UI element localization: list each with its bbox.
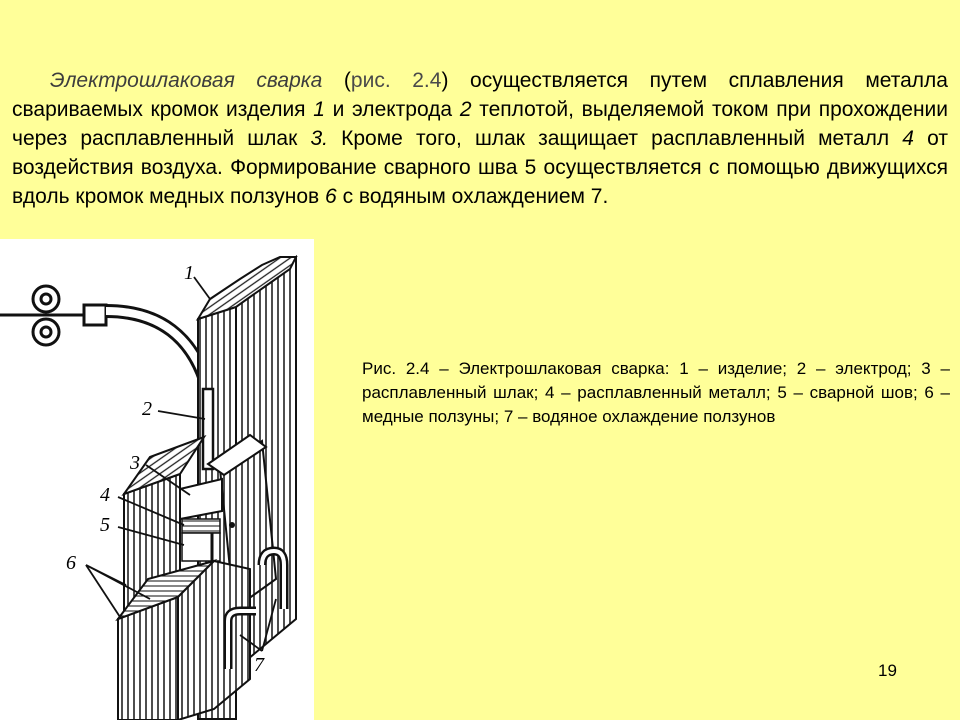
ref-number-2: 2 — [459, 98, 472, 121]
figure-label-3: 3 — [130, 452, 140, 474]
figure-panel — [0, 239, 314, 720]
text-open-paren: ( — [322, 69, 351, 92]
text-part-5: от воздействия воздуха. Формирование сварного шва 5 осуществляется с помощью движущихся вдоль кромок медных ползунов — [12, 127, 948, 208]
figure-label-6: 6 — [66, 552, 76, 574]
slag-bath — [180, 479, 222, 519]
ref-number-3: 3. — [310, 127, 328, 150]
figure-reference: рис. 2.4 — [350, 69, 442, 92]
electroslag-welding-diagram — [0, 239, 314, 720]
figure-label-4: 4 — [100, 484, 110, 506]
figure-caption: Рис. 2.4 – Электрошлаковая сварка: 1 – изделие; 2 – электрод; 3 – расплавленный шлак; 4 – расплавленный металл; 5 – сварной шов; 6 – медные ползуны; 7 – водяное охлаждение ползунов — [362, 359, 950, 426]
text-part-4: Кроме того, шлак защищает расплавленный металл — [327, 127, 903, 150]
main-paragraph — [12, 66, 948, 211]
page-number: 19 — [878, 661, 897, 680]
weld-seam — [182, 533, 220, 561]
ref-number-6: 6 — [325, 185, 337, 208]
text-part-1: ) осуществляется путем сплавления металла свариваемых кромок изделия — [12, 69, 948, 121]
ref-number-1: 1 — [313, 98, 325, 121]
text-part-6: с водяным охлаждением 7. — [336, 185, 609, 208]
term-electroslag-welding: Электрошлаковая сварка — [50, 69, 323, 92]
text-part-2: и электрода — [324, 98, 460, 121]
electrode — [203, 389, 213, 469]
figure-label-2: 2 — [142, 398, 152, 420]
figure-label-7: 7 — [254, 654, 264, 676]
figure-label-1: 1 — [184, 262, 194, 284]
slider-screw — [229, 522, 235, 528]
figure-label-5: 5 — [100, 514, 110, 536]
text-part-3: теплотой, выделяемой током при прохождении через расплавленный шлак — [12, 98, 948, 150]
molten-metal — [182, 519, 220, 533]
ref-number-4: 4 — [902, 127, 914, 150]
wire-guide-nozzle — [84, 305, 106, 325]
workpiece-base-side — [178, 561, 250, 720]
